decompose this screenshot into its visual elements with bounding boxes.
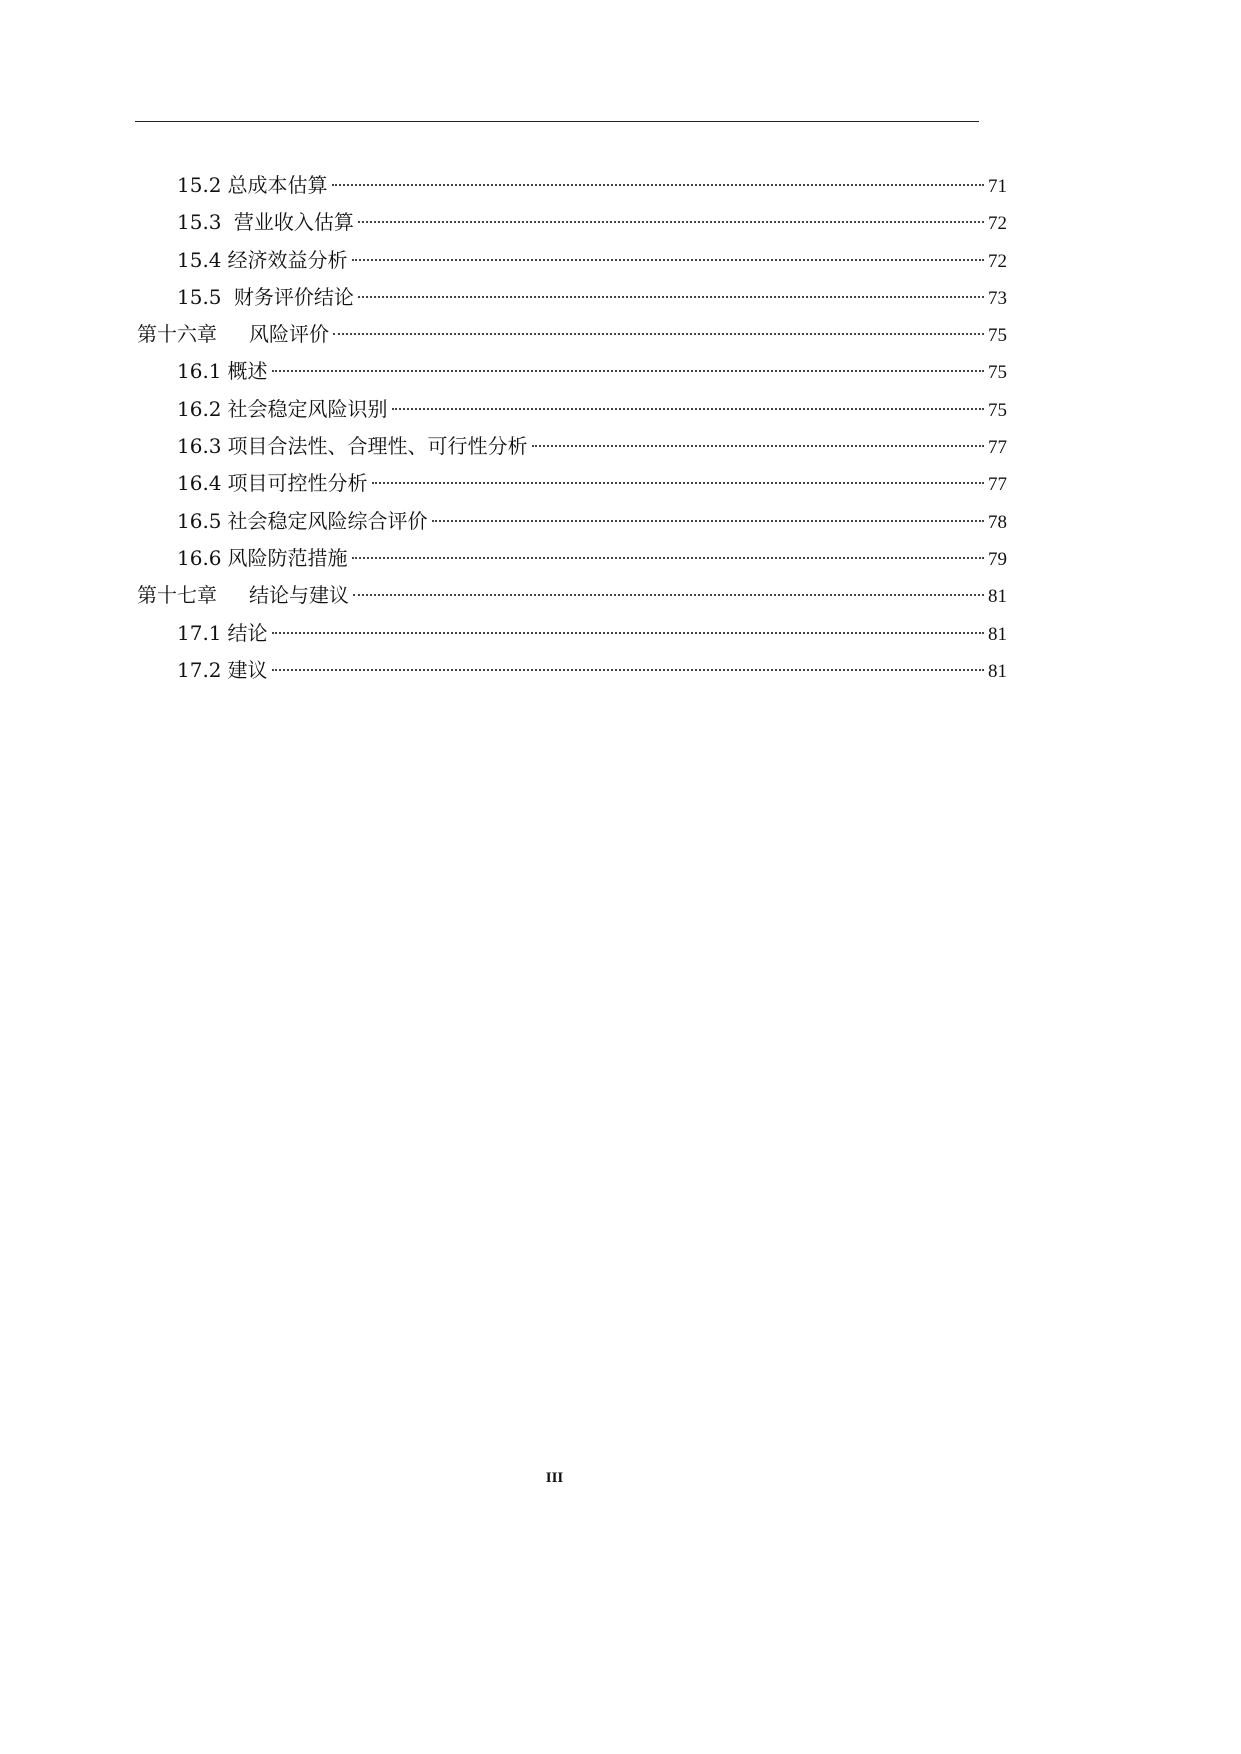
toc-entry-title: 项目合法性、合理性、可行性分析 bbox=[227, 434, 528, 459]
dot-leader bbox=[352, 557, 984, 559]
toc-entry-15-4[interactable] bbox=[137, 242, 1007, 279]
toc-entry-page: 72 bbox=[988, 250, 1007, 272]
toc-entry-number: 16.4 bbox=[177, 471, 222, 496]
dot-leader bbox=[332, 184, 984, 186]
toc-entry-16-5[interactable] bbox=[137, 503, 1007, 540]
toc-entry-16-1[interactable] bbox=[137, 353, 1007, 390]
toc-entry-15-5[interactable] bbox=[137, 279, 1007, 316]
toc-entry-label bbox=[177, 540, 348, 577]
toc-entry-page: 81 bbox=[988, 586, 1007, 608]
toc-entry-number: 17.2 bbox=[177, 657, 222, 682]
toc-entry-page: 72 bbox=[988, 213, 1007, 235]
toc-entry-page: 81 bbox=[988, 660, 1007, 682]
toc-entry-label bbox=[177, 652, 268, 689]
toc-entry-page: 81 bbox=[988, 623, 1007, 645]
toc-entry-number: 15.5 bbox=[177, 284, 222, 309]
toc-entry-label bbox=[177, 615, 268, 652]
toc-entry-title: 风险防范措施 bbox=[227, 545, 348, 570]
toc-entry-page: 78 bbox=[988, 511, 1007, 533]
toc-entry-title: 社会稳定风险综合评价 bbox=[227, 508, 428, 533]
toc-entry-chapter-17[interactable] bbox=[137, 577, 1007, 614]
toc-entry-page: 73 bbox=[988, 287, 1007, 309]
toc-entry-page: 79 bbox=[988, 548, 1007, 570]
toc-entry-15-2[interactable] bbox=[137, 167, 1007, 204]
toc-entry-label bbox=[137, 577, 349, 614]
toc-entry-number: 16.1 bbox=[177, 359, 222, 384]
toc-entry-title: 社会稳定风险识别 bbox=[227, 396, 388, 421]
dot-leader bbox=[358, 296, 984, 298]
toc-entry-page: 75 bbox=[988, 325, 1007, 347]
header-rule bbox=[135, 121, 979, 122]
dot-leader bbox=[272, 632, 984, 634]
toc-entry-title: 风险评价 bbox=[249, 322, 329, 347]
toc-entry-title: 建议 bbox=[227, 657, 268, 682]
toc-entry-label bbox=[177, 503, 428, 540]
toc-entry-number: 17.1 bbox=[177, 620, 222, 645]
toc-entry-label bbox=[177, 428, 528, 465]
dot-leader bbox=[372, 482, 984, 484]
toc-entry-15-3[interactable] bbox=[137, 204, 1007, 241]
dot-leader bbox=[272, 370, 984, 372]
toc-entry-page: 75 bbox=[988, 399, 1007, 421]
toc-entry-title: 结论 bbox=[227, 620, 268, 645]
toc-entry-17-1[interactable] bbox=[137, 615, 1007, 652]
dot-leader bbox=[392, 408, 984, 410]
toc-entry-number: 15.2 bbox=[177, 173, 222, 197]
dot-leader bbox=[333, 333, 984, 335]
toc-entry-number: 16.3 bbox=[177, 434, 222, 459]
toc-entry-number: 16.2 bbox=[177, 396, 222, 421]
toc-entry-16-3[interactable] bbox=[137, 428, 1007, 465]
toc-entry-title: 结论与建议 bbox=[249, 583, 349, 608]
toc-entry-title: 项目可控性分析 bbox=[227, 471, 368, 496]
toc-entry-number: 第十七章 bbox=[137, 583, 217, 608]
toc-entry-title: 概述 bbox=[227, 359, 268, 384]
toc-entry-title: 总成本估算 bbox=[227, 173, 328, 197]
toc-entry-page: 75 bbox=[988, 362, 1007, 384]
dot-leader bbox=[352, 259, 984, 261]
table-of-contents bbox=[137, 167, 1007, 689]
toc-entry-16-6[interactable] bbox=[137, 540, 1007, 577]
page-number: III bbox=[545, 1470, 564, 1486]
toc-entry-title: 经济效益分析 bbox=[227, 247, 348, 272]
toc-entry-number: 16.5 bbox=[177, 508, 222, 533]
toc-entry-label bbox=[177, 391, 388, 428]
toc-entry-page: 71 bbox=[988, 176, 1007, 197]
toc-entry-label bbox=[177, 353, 268, 390]
toc-entry-title: 营业收入估算 bbox=[233, 210, 354, 235]
dot-leader bbox=[353, 594, 984, 596]
toc-entry-label bbox=[177, 242, 348, 279]
toc-entry-number: 15.3 bbox=[177, 210, 222, 235]
toc-entry-label bbox=[177, 279, 354, 316]
dot-leader bbox=[532, 445, 984, 447]
dot-leader bbox=[272, 669, 984, 671]
toc-entry-number: 第十六章 bbox=[137, 322, 217, 347]
toc-entry-16-4[interactable] bbox=[137, 465, 1007, 502]
toc-entry-page: 77 bbox=[988, 474, 1007, 496]
toc-entry-label bbox=[177, 204, 354, 241]
dot-leader bbox=[358, 221, 984, 223]
toc-entry-number: 15.4 bbox=[177, 247, 222, 272]
toc-entry-page: 77 bbox=[988, 437, 1007, 459]
toc-entry-16-2[interactable] bbox=[137, 391, 1007, 428]
toc-entry-number: 16.6 bbox=[177, 545, 222, 570]
toc-entry-17-2[interactable] bbox=[137, 652, 1007, 689]
toc-entry-chapter-16[interactable] bbox=[137, 316, 1007, 353]
toc-entry-label bbox=[177, 465, 368, 502]
toc-entry-label bbox=[177, 167, 328, 204]
dot-leader bbox=[432, 520, 984, 522]
toc-entry-label bbox=[137, 316, 329, 353]
toc-entry-title: 财务评价结论 bbox=[233, 284, 354, 309]
